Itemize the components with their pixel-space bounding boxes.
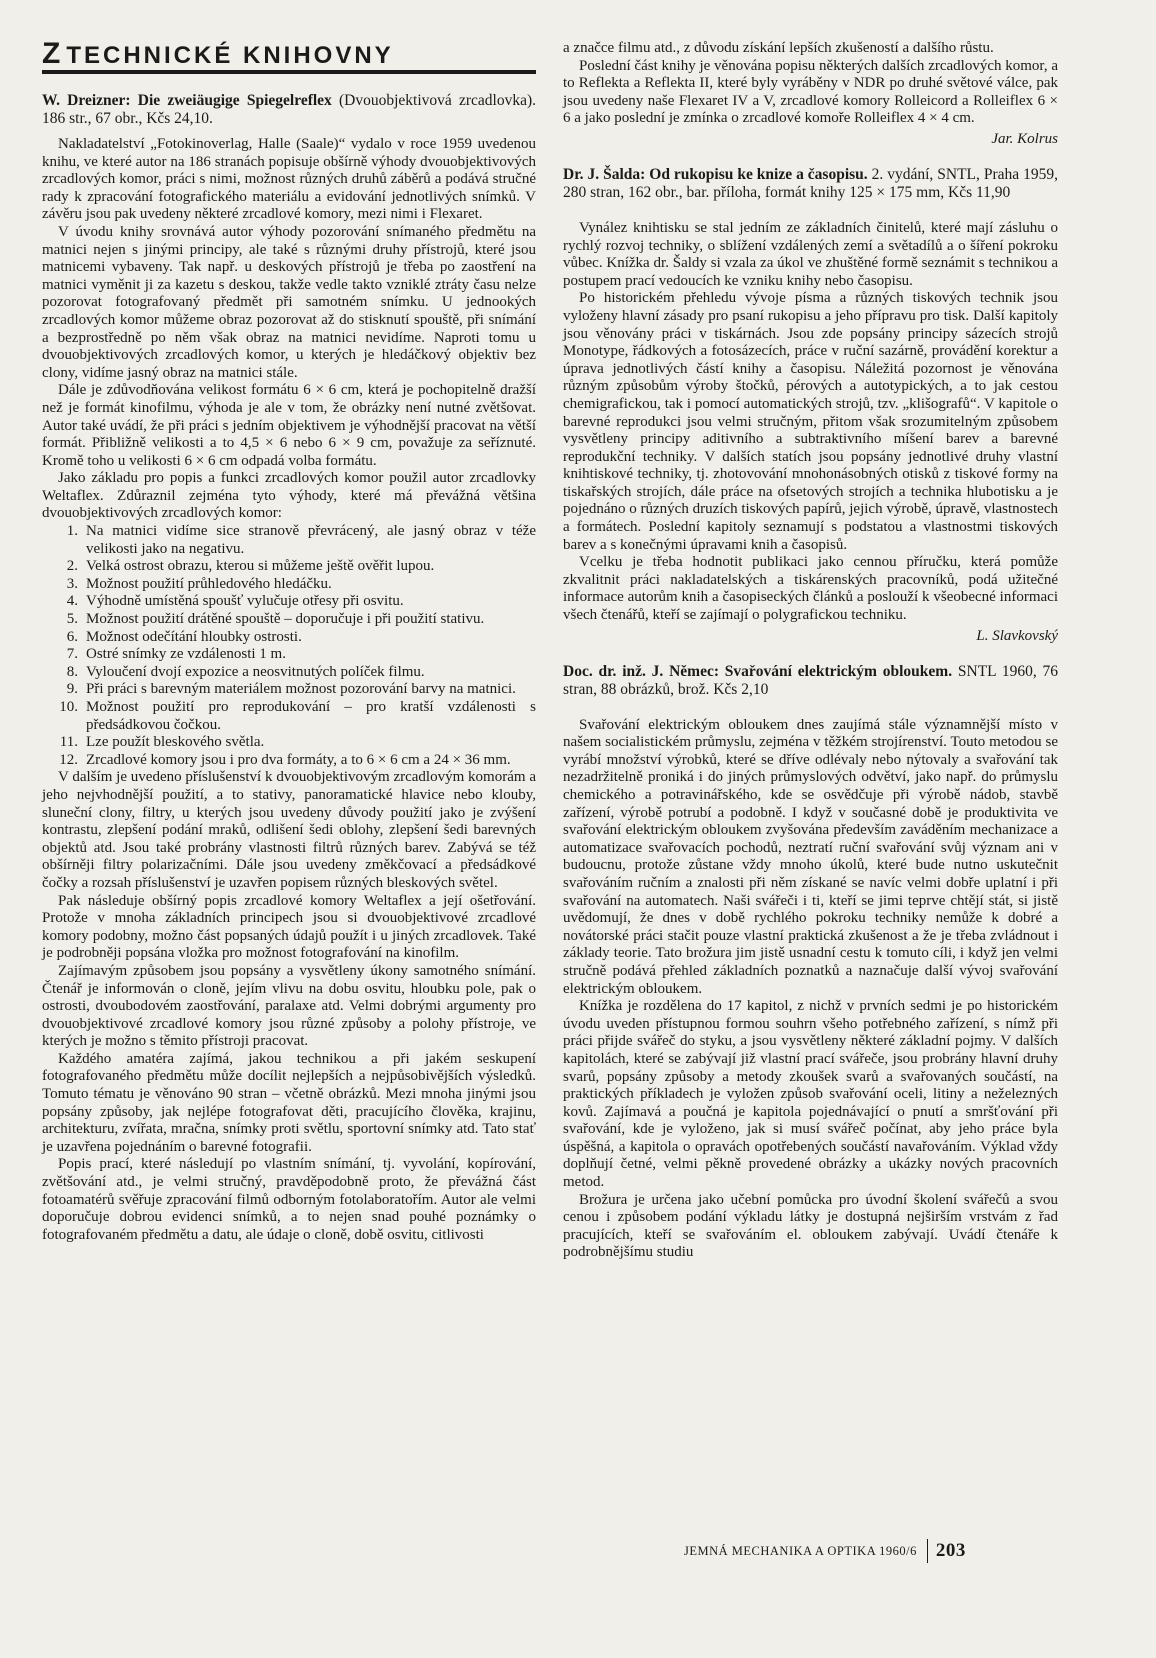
review2-meta: 2. vydání, SNTL, Praha 1959, 280 stran, 162 obr., bar. příloha, formát knihy 125 × 175 mm, Kčs 11,90	[563, 165, 1058, 201]
page-footer	[684, 1539, 966, 1563]
review3-paragraph: Brožura je určena jako učební pomůcka pro úvodní školení svářečů a svou cenou i způsobem podání výkladu látky je dostupná nejširším vrstvám z řad pracujících, kteří se svařováním el. obloukem zabývají. Uvádí čtenáře k podrobnějšímu studiu	[563, 1191, 1058, 1261]
review1-signature: Jar. Kolrus	[991, 130, 1058, 147]
spacer	[563, 210, 1058, 220]
review1-continuation: Poslední část knihy je věnována popisu některých dalších zrcadlových komor, a to Reflekta a Reflekta II, které byly vyráběny v NDR po druhé světové válce, pak jsou uvedeny naše Flexaret IV a V, zrcadlové komory Rolleicord a Rolleiflex 6 × 6 a jako poslední je zmínka o zrcadlové komoře Rolleiflex 4 × 4 cm.	[563, 57, 1058, 127]
list-item: 2. Velká ostrost obrazu, kterou si můžeme ještě ověřit lupou.	[66, 558, 435, 575]
review1-paragraph: Dále je zdůvodňována velikost formátu 6 × 6 cm, která je pochopitelně dražší než je formát kinofilmu, výhoda je ale v tom, že obrázky není nutné zvětšovat. Autor také uvádí, že při práci s jedním objektivem je výhodnější pracovat na větší formát. Přibližně velikosti a to 4,5 × 6 nebo 6 × 9 cm, považuje za seříznuté. Kromě toho u velikosti 6 × 6 cm odpadá volba formátu.	[42, 382, 536, 469]
review1-heading	[42, 92, 536, 128]
review1-author: W. Dreizner:	[42, 92, 131, 109]
review1-paragraph: Každého amatéra zajímá, jakou technikou a při jakém seskupení fotografovaného předmětu může docílit nejlepších a nejpůsobivějších výsledků. Tomuto tématu je věnováno 90 stran – včetně obrázků. Mezi mnoha jinými jsou popsány způsoby, jak nejlépe fotografovat děti, pracujícího člověka, krajinu, architekturu, zvířata, mračna, snímky proti světlu, sportovní snímky atd. Tato stať je uzavřena pojednáním o barevné fotografii.	[42, 1050, 536, 1155]
list-item: 1. Na matnici vidíme sice stranově převrácený, ale jasný obraz v téže velikosti jako na negativu.	[66, 523, 536, 557]
page-title	[42, 37, 536, 70]
review2-author: Dr. J. Šalda:	[563, 165, 646, 183]
list-item: 5. Možnost použití drátěné spouště – doporučuje i při použití stativu.	[66, 611, 485, 628]
review1-meta: (Dvouobjektivová zrcadlovka). 186 str., 67 obr., Kčs 24,10.	[42, 92, 537, 127]
review1-paragraph: Popis prací, které následují po vlastním snímání, tj. vyvolání, kopírování, zvětšování atd., je velmi stručný, pravděpodobně proto, že převážná část fotoamatérů svěřuje zpracování filmů odborným fotolaboratořím. Autor ale velmi doporučuje dobrou evidenci snímků, a to nejen snad pouhé poznámky o fotografovaném předmětu a datu, ale údaje o cloně, době osvitu, citlivosti	[42, 1156, 536, 1243]
section-header	[42, 37, 536, 70]
review3-meta: SNTL 1960, 76 stran, 88 obrázků, brož. Kčs 2,10	[563, 662, 1058, 698]
review2-book: Od rukopisu ke knize a časopisu.	[649, 165, 868, 183]
list-item: 8. Vyloučení dvojí expozice a neosvitnutých políček filmu.	[66, 663, 425, 680]
review1-paragraph: V dalším je uvedeno příslušenství k dvouobjektivovým zrcadlovým komorám a jeho nejvhodnější použití, a to stativy, panoramatické hlavice nebo klouby, sluneční clony, filtry, u kterých jsou uvedeny důvody použití jako je zvýšení kontrastu, zlepšení podání mraků, odlišení šedi oblohy, zlepšení šedi barevných objektů atd. Jsou také probrány vlastnosti filtrů různých barev. Zabývá se též obšírněji filtry polarizačními. Dále jsou uvedeny změkčovací a předsádkové čočky a rozsah příslušenství je uzavřen popisem různých bleskových světel.	[42, 769, 536, 891]
list-item: 10. Možnost použití pro reprodukování – pro kratší vzdálenosti s předsádkovou čočkou.	[59, 699, 536, 733]
review1-paragraph: Pak následuje obšírný popis zrcadlové komory Weltaflex a její ošetřování. Protože v mnoha základních principech jsou si dvouobjektivové zrcadlové komory podobny, možno část popsaných údajů použít i u jiných zrcadlovek. Také je podrobněji popsána vložka pro možnost fotografování na kinofilm.	[42, 892, 536, 962]
review3-paragraph: Knížka je rozdělena do 17 kapitol, z nichž v prvních sedmi je po historickém úvodu uveden přístupnou formou souhrn všeho potřebného zařízení, s nímž při práci přijde svářeč do styku, a jsou vysvětleny některé základní pojmy. V dalších kapitolách, které se zabývají již vlastní prací svářeče, jsou probrány hlavní druhy svarů, popsány způsoby a metody zkoušek svarů a svařovaných součástí, na praktických příkladech je vyložen způsob svařování oceli, litiny a neželezných kovů. Zajímavá a poučná je kapitola pojednávající o pnutí a smršťování při svařování, kde je vyloženo, jak si musí svářeč počínat, aby jeho práce byla úspěšná, a kapitola o opravách opotřebených součástí navařováním. Výklad vždy doplňují četné, velmi pěkně provedené obrázky a ukázky nových pracovních metod.	[563, 998, 1058, 1191]
advantages-list	[42, 523, 536, 769]
review2-paragraph: Po historickém přehledu vývoje písma a různých tiskových technik jsou vyloženy hlavní zásady pro psaní rukopisu a jeho přípravu pro tisk. Další kapitoly jsou věnovány práci v tiskárnách. Jsou zde popsány principy sázecích strojů Monotype, řádkových a fotosázecích, práce v ruční sazárně, provádění korektur a úprava jednotlivých částí knihy a časopisu. Náležitá pozornost je věnována různým způsobům výroby štočků, pérových a autotypických, a to jak cestou chemigrafickou, tak i pomocí automatických strojů, tzv. „klišografů“. V kapitole o barevné reprodukci jsou velmi stručným, přitom však srozumitelným způsobem vysvětleny principy aditivního a subtraktivního míšení barev a barevné reprodukční techniky. V dalších statích jsou popsány jednotlivé druhy vlastní knihtiskové techniky, tj. zhotovování mnohonásobných otisků z tiskové formy na tiskařských strojích, dále práce na ofsetových strojích a technika hlubotisku a je pojednáno o různých druzích tiskových papírů, jejich výrobě, úpravě, vlastnostech a formátech. Poslední kapitoly seznamují s podstatou a vlastnostmi tiskových barev a s konečnými úpravami knih a časopisů.	[563, 290, 1058, 553]
list-item: 9. Při práci s barevným materiálem možnost pozorování barvy na matnici.	[66, 681, 516, 698]
title-rule	[42, 70, 536, 74]
review1-paragraph: Nakladatelství „Fotokinoverlag, Halle (Saale)“ vydalo v roce 1959 uvedenou knihu, ve které autor na 186 stranách popisuje obšírně výhody dvouobjektivových zrcadlových komor, práci s nimi, možnost různých druhů záběrů a podává stručné rady k zpracování fotografického materiálu a evidování jednotlivých snímků. V závěru jsou pak uvedeny některé zrcadlové komory, mezi nimi i Flexaret.	[42, 136, 536, 223]
review1-paragraph: V úvodu knihy srovnává autor výhody pozorování snímaného předmětu na matnici nejen s jinými principy, ale také s různými druhy přístrojů, které jsou matnicemi vybaveny. Tak např. u deskových přístrojů je třeba po zaostření na matnici vyměnit ji za kazetu s deskou, takže vedle takto vzniklé ztráty času nelze pozorovat fotografovaný předmět při samotném snímku. U jednookých zrcadlových komor můžeme obraz pozorovat až do stisknutí spouště, při snímání a bezprostředně po něm však obraz na matnici nevidíme. Naproti tomu u dvouobjektivových zrcadlových komor, u kterých je hledáčkový objektiv bez clony, vidíme jasný obraz na matnici stále.	[42, 223, 536, 381]
review3-heading	[563, 663, 1058, 699]
list-item: 12. Zrcadlové komory jsou i pro dva formáty, a to 6 × 6 cm a 24 × 36 mm.	[59, 751, 511, 768]
page-number: 203	[935, 1540, 966, 1561]
left-column	[42, 37, 537, 1244]
title-initial: Z	[42, 37, 61, 70]
review2-paragraph: Vcelku je třeba hodnotit publikaci jako cennou příručku, která pomůže zkvalitnit práci nakladatelských a tiskárenských pracovníků, podá užitečné informace autorům knih a časopiseckých článků a poslouží k všeobecné informaci všech čtenářů, kteří se zajímají o polygrafickou techniku.	[563, 554, 1058, 624]
review1-continuation: a značce filmu atd., z důvodu získání lepších zkušeností a dalšího růstu.	[563, 40, 994, 56]
spacer	[563, 645, 1058, 663]
review2-signature: L. Slavkovský	[976, 627, 1058, 644]
list-item: 6. Možnost odečítání hloubky ostrosti.	[66, 628, 302, 645]
spacer	[563, 148, 1058, 166]
review1-paragraph: Zajímavým způsobem jsou popsány a vysvětleny úkony samotného snímání. Čtenář je informován o cloně, jejím vlivu na dobu osvitu, hloubku pole, pak o ostrosti, dvoubodovém zaostřování, paralaxe atd. Velmi dobrými argumenty pro dvouobjektivové zrcadlové komory jsou různé způsoby a polohy přístroje, ve kterých je možno s těmito přístroji pracovat.	[42, 962, 536, 1050]
list-item: 3. Možnost použití průhledového hledáčku.	[66, 575, 332, 592]
review1-book: Die zweiäugige Spiegelreflex	[137, 92, 332, 109]
review3-book: Svařování elektrickým obloukem.	[724, 662, 953, 680]
list-item: 11. Lze použít bleskového světla.	[59, 734, 265, 751]
footer-divider	[927, 1539, 928, 1563]
right-column	[563, 40, 1058, 1262]
review2-heading	[563, 166, 1058, 202]
review3-paragraph: Svařování elektrickým obloukem dnes zaujímá stále významnější místo v našem socialistickém průmyslu, zejména v těžkém strojírenství. Touto metodou se vyrábí množství výrobků, které se dříve odlévaly nebo nýtovaly a svařování tak nezadržitelně proniká i do jiných průmyslových odvětví, jako např. do průmyslu chemického a potravinářského, kde se osvědčuje při výrobě nádob, stavbě zařízení, výrobě potrubí a podobně. I když v současné době je produktivita ve svařování elektrickým obloukem zvyšována především zaváděním mechanizace a automatizace svařovacích pochodů, neztratí ruční svařování svůj význam ani v budoucnu, protože zůstane vždy mnoho úkolů, které bude nutno uskutečnit svařováním ručním a znalosti při něm získané se navíc velmi dobře uplatní i při svařování na automatech. Naši svářeči i ti, kteří se jimi teprve chtějí stát, si jistě uvědomují, že dnes v době rychlého pokroku techniky nemůže k dobré a novátorské práci stačit pouze vlastní praktická zkušenost a že je třeba zvládnout i základy teorie. Tato brožura jim jistě usnadní cestu k tomuto cíli, i když jen velmi stručně podává přehled základních poznatků a naznačuje další vývoj svařování elektrickým obloukem.	[563, 716, 1058, 997]
spacer	[563, 707, 1058, 717]
title-rest: TECHNICKÉ KNIHOVNY	[66, 42, 394, 69]
review2-paragraph: Vynález knihtisku se stal jedním ze základních činitelů, které mají zásluhu o rychlý rozvoj techniky, o sblížení vzdálených zemí a světadílů a o šíření pokroku vůbec. Knížka dr. Šaldy si vzala za úkol ve zhuštěné formě seznámit s technikou a postupem prací vedoucích ke vzniku knihy nebo časopisu.	[563, 219, 1058, 289]
list-item: 7. Ostré snímky ze vzdálenosti 1 m.	[66, 646, 286, 663]
review3-author: Doc. dr. inž. J. Němec:	[563, 662, 719, 680]
review1-paragraph: Jako základu pro popis a funkci zrcadlových komor použil autor zrcadlovky Weltaflex. Zdůraznil zejména tyto výhody, které má převážná většina dvouobjektivových zrcadlových komor:	[42, 470, 536, 522]
journal-name: JEMNÁ MECHANIKA A OPTIKA 1960/6	[684, 1543, 917, 1558]
list-item: 4. Výhodně umístěná spoušť vylučuje otřesy při osvitu.	[66, 593, 404, 610]
